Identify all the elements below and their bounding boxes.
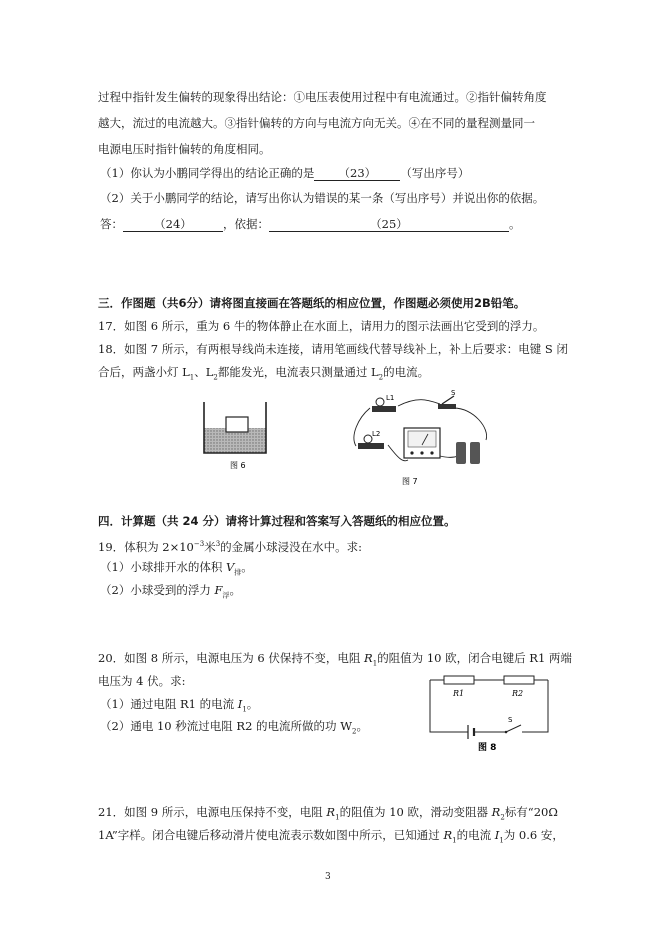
q18-sub-1: 1 bbox=[189, 373, 195, 382]
lamp-l2-label: L2 bbox=[372, 430, 381, 438]
q20-sub1-var: I bbox=[237, 697, 243, 711]
q20-sub1-end: 。 bbox=[246, 697, 259, 711]
figure-7 bbox=[348, 388, 498, 488]
q21-text-c: 标有“20Ω bbox=[504, 805, 558, 819]
q20-sub1-subscript: 1 bbox=[242, 705, 247, 714]
floating-block bbox=[226, 417, 248, 432]
q21-line-1 bbox=[98, 805, 558, 824]
q20-line-1 bbox=[98, 651, 572, 670]
q16-sub1-post: （写出序号） bbox=[400, 166, 470, 180]
answer-blank-23: （23） bbox=[314, 166, 400, 181]
q18-sub-3: 2 bbox=[378, 373, 384, 382]
q20-var-r: R bbox=[364, 651, 373, 665]
resistor-r1-label: R1 bbox=[453, 689, 465, 698]
q21-text-d: 1A”字样。闭合电键后移动滑片使电流表示数如图中所示，已知通过 bbox=[98, 828, 444, 842]
figure-8 bbox=[428, 672, 552, 762]
battery bbox=[456, 442, 466, 464]
q16-line-1: 过程中指针发生偏转的现象得出结论：①电压表使用过程中有电流通过。②指针偏转角度 bbox=[98, 90, 547, 104]
lamp-l2-bulb bbox=[364, 435, 372, 443]
q20-line-2: 电压为 4 伏。求: bbox=[98, 674, 186, 688]
q16-sub1 bbox=[100, 166, 469, 181]
q19-text bbox=[98, 537, 362, 554]
q21-text-a: 21．如图 9 所示，电源电压保持不变，电阻 bbox=[98, 805, 327, 819]
section4-heading: 四．计算题（共 24 分）请将计算过程和答案写入答题纸的相应位置。 bbox=[98, 514, 456, 528]
q19-sub2-text: （2）小球受到的浮力 bbox=[100, 583, 215, 597]
q19-sub1 bbox=[100, 560, 253, 579]
q20-sub2 bbox=[100, 719, 368, 738]
lamp-l2-base bbox=[358, 443, 384, 449]
lamp-l1-label: L1 bbox=[386, 394, 395, 402]
switch-base bbox=[438, 404, 456, 409]
q21-var-r2: R bbox=[491, 805, 501, 819]
q18-sub-2: 2 bbox=[213, 373, 218, 382]
q19-sub1-end: 。 bbox=[241, 560, 253, 574]
q20-sub2-text: （2）通电 10 秒流过电阻 R2 的电流所做的功 W bbox=[100, 719, 353, 733]
wire bbox=[440, 456, 458, 458]
q19-sub2-var: F bbox=[214, 583, 223, 597]
q19-text-a: 19．体积为 2×10 bbox=[98, 539, 194, 554]
answer-end: 。 bbox=[509, 217, 521, 231]
ammeter-terminal bbox=[420, 451, 423, 454]
figure-6-label: 图 6 bbox=[230, 461, 246, 470]
circuit-wire bbox=[522, 680, 548, 732]
page-number: 3 bbox=[325, 872, 331, 882]
q20-sub-1: 1 bbox=[372, 659, 378, 668]
q19-exponent: −3 bbox=[193, 540, 205, 548]
ammeter-terminal bbox=[410, 451, 413, 454]
answer-label: 答： bbox=[100, 217, 123, 231]
switch-lever bbox=[506, 725, 521, 732]
q18-text-c: 都能发光，电流表只测量通过 L bbox=[217, 365, 379, 379]
q21-sub-3: 1 bbox=[452, 836, 457, 845]
q21-text-f: 为 0.6 安， bbox=[503, 828, 564, 842]
q21-sub-4: 1 bbox=[499, 836, 504, 845]
q21-sub-1: 1 bbox=[335, 813, 340, 822]
q21-text-e: 的电流 bbox=[456, 828, 495, 842]
q16-sub2: （2）关于小鹏同学的结论，请写出你认为错误的某一条（写出序号）并说出你的依据。 bbox=[100, 191, 545, 205]
q20-sub1 bbox=[100, 697, 258, 716]
q21-var-r1b: R bbox=[443, 828, 453, 842]
section3-heading: 三．作图题（共6分）请将图直接画在答题纸的相应位置，作图题必须使用2B铅笔。 bbox=[98, 296, 526, 310]
answer-basis-label: ，依据： bbox=[223, 217, 269, 231]
q19-sub2-end: 。 bbox=[229, 583, 241, 597]
figure-6 bbox=[198, 400, 278, 475]
q21-var-i1: I bbox=[494, 828, 500, 842]
q19-sub1-var: V bbox=[225, 560, 235, 574]
q16-line-3: 电源电压时指针偏转的角度相同。 bbox=[98, 142, 271, 156]
q19-unit-exponent: 3 bbox=[215, 540, 221, 548]
q18-line-1: 18．如图 7 所示，有两根导线尚未连接，请用笔画线代替导线补上，补上后要求：电键 S 闭 bbox=[98, 342, 568, 356]
q21-sub-2: 2 bbox=[500, 813, 505, 822]
answer-blank-25: （25） bbox=[269, 217, 509, 232]
q19-unit: 米 bbox=[204, 539, 216, 554]
answer-blank-24: （24） bbox=[123, 217, 223, 232]
q16-line-2: 越大，流过的电流越大。③指针偏转的方向与电流方向无关。④在不同的量程测量同一 bbox=[98, 116, 535, 130]
battery bbox=[470, 442, 480, 464]
lamp-l1-base bbox=[372, 406, 396, 412]
ammeter-terminal bbox=[430, 451, 433, 454]
q18-text-b: 、L bbox=[194, 365, 214, 379]
circuit-wire bbox=[430, 680, 468, 732]
q19-sub1-text: （1）小球排开水的体积 bbox=[100, 560, 226, 574]
q21-line-2 bbox=[98, 828, 564, 847]
q20-sub1-text: （1）通过电阻 R1 的电流 bbox=[100, 697, 238, 711]
q18-line-2 bbox=[98, 365, 429, 384]
switch-lever bbox=[442, 396, 454, 404]
resistor-r2-label: R2 bbox=[512, 689, 524, 698]
q20-text-b: 的阻值为 10 欧，闭合电键后 R1 两端 bbox=[377, 651, 572, 665]
q19-sub2-subscript: 浮 bbox=[222, 591, 230, 600]
q21-text-b: 的阻值为 10 欧，滑动变阻器 bbox=[339, 805, 492, 819]
q20-sub2-subscript: 2 bbox=[352, 727, 357, 736]
q18-text-d: 的电流。 bbox=[383, 365, 430, 379]
q16-sub1-text: （1）你认为小鹏同学得出的结论正确的是 bbox=[100, 166, 315, 180]
switch-label: S bbox=[451, 389, 456, 397]
q19-sub1-subscript: 排 bbox=[234, 568, 242, 577]
resistor-r2 bbox=[504, 676, 534, 684]
q20-sub2-end: 。 bbox=[356, 719, 368, 733]
figure-8-label: 图 8 bbox=[478, 743, 497, 753]
wire bbox=[398, 400, 440, 406]
resistor-r1 bbox=[444, 676, 474, 684]
q16-answer-line bbox=[100, 217, 521, 232]
figure-7-label: 图 7 bbox=[402, 477, 418, 486]
q20-text-a: 20．如图 8 所示，电源电压为 6 伏保持不变，电阻 bbox=[98, 651, 365, 665]
switch-label: S bbox=[508, 716, 513, 724]
q17-text: 17．如图 6 所示，重为 6 牛的物体静止在水面上，请用力的图示法画出它受到的浮力。 bbox=[98, 319, 545, 333]
q19-sub2 bbox=[100, 583, 241, 602]
q19-text-b: 的金属小球浸没在水中。求: bbox=[220, 539, 363, 554]
q18-text-a: 合后，两盏小灯 L bbox=[98, 365, 190, 379]
wire bbox=[454, 408, 487, 440]
lamp-l1-bulb bbox=[376, 398, 384, 406]
q21-var-r1: R bbox=[326, 805, 336, 819]
